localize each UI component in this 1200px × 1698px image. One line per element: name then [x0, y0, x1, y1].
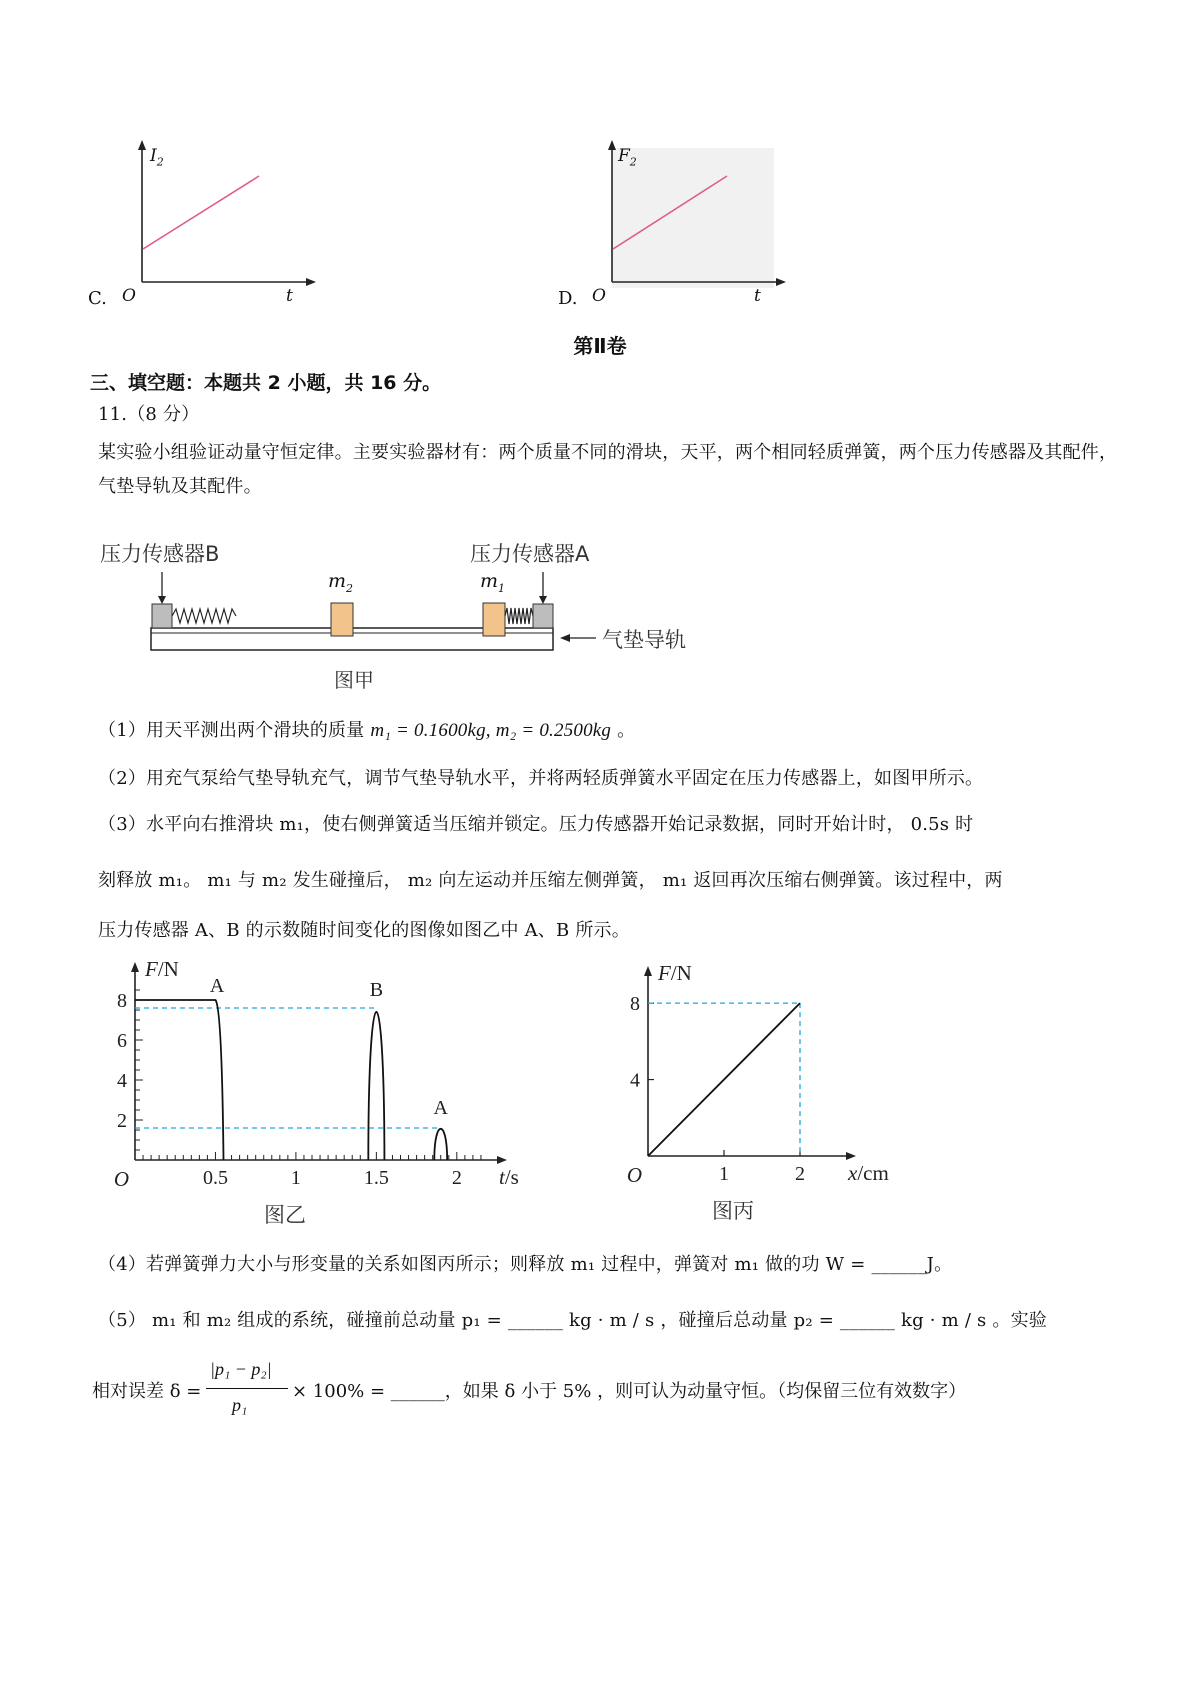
- option-d-graph: [580, 138, 800, 308]
- slider-m1: [483, 603, 505, 636]
- step-4: （4）若弹簧弹力大小与形变量的关系如图丙所示；则释放 m₁ 过程中，弹簧对 m₁ 做的功 W = ______J。: [98, 1254, 953, 1275]
- x-axis-arrow: [497, 1156, 507, 1164]
- step-3-line-3: 压力传感器 A、B 的示数随时间变化的图像如图乙中 A、B 所示。: [98, 920, 630, 941]
- step-5-suffix: × 100% = ______，如果 δ 小于 5% ，则可认为动量守恒。（均保留三位有效数字）: [292, 1381, 967, 1402]
- fraction-numerator: |p₁ − p₂|: [210, 1359, 272, 1379]
- option-c-graph: [110, 138, 330, 308]
- y-axis-label: F/N: [658, 961, 692, 985]
- question-number: 11.（8 分）: [98, 404, 200, 425]
- series-a-curve: [135, 1000, 224, 1160]
- origin-label: O: [626, 1163, 642, 1187]
- series-a-second-label: A: [433, 1097, 448, 1119]
- origin-label: O: [113, 1167, 129, 1191]
- option-c-origin: O: [122, 286, 136, 306]
- option-d: [558, 138, 798, 313]
- fraction-denominator: p₁: [232, 1395, 248, 1415]
- volume-title: 第Ⅱ卷: [573, 334, 627, 358]
- y-tick-label: 8: [117, 990, 127, 1012]
- step-3-line-1: （3）水平向右推滑块 m₁，使右侧弹簧适当压缩并锁定。压力传感器开始记录数据，同时开始计时， 0.5s 时: [98, 814, 974, 835]
- option-c-y-label: $I_2$: [150, 146, 164, 169]
- option-c-x-label: t: [286, 286, 293, 306]
- option-d-x-label: t: [754, 286, 761, 306]
- y-tick-label: 8: [630, 993, 640, 1016]
- sensor-a-label: 压力传感器A: [470, 542, 590, 566]
- series-b-curve: [368, 1012, 384, 1160]
- y-axis-label: F/N: [145, 957, 179, 981]
- spring-right: [505, 608, 533, 624]
- x-tick-label: 1: [290, 1167, 301, 1189]
- sensor-b-block: [152, 604, 172, 628]
- y-tick-label: 2: [117, 1110, 127, 1132]
- option-d-line: [613, 176, 727, 249]
- option-d-y-label: $F_2$: [618, 146, 637, 169]
- step-1-formula: m₁ = 0.1600kg, m₂ = 0.2500kg: [370, 720, 612, 741]
- sensor-a-block: [533, 604, 553, 628]
- figure-jia: [96, 530, 726, 700]
- chart-caption: 图乙: [264, 1203, 306, 1227]
- y-tick-label: 4: [117, 1070, 127, 1092]
- chart-bing-svg: [615, 960, 915, 1225]
- force-line: [648, 1003, 800, 1156]
- option-d-letter: D.: [558, 288, 578, 309]
- x-tick-label: 1: [719, 1163, 729, 1185]
- x-tick-label: 1.5: [363, 1167, 389, 1189]
- step-1: （1）用天平测出两个滑块的质量 m₁ = 0.1600kg, m₂ = 0.2500kg 。: [98, 720, 636, 741]
- x-tick-label: 2: [795, 1163, 805, 1185]
- x-axis-label: x/cm: [848, 1161, 889, 1185]
- option-d-origin: O: [592, 286, 606, 306]
- sensor-b-label: 压力传感器B: [100, 542, 220, 566]
- step-3-line-2: 刻释放 m₁。 m₁ 与 m₂ 发生碰撞后， m₂ 向左运动并压缩左侧弹簧， m₁ 返回再次压缩右侧弹簧。该过程中，两: [98, 870, 1003, 891]
- spring-left: [172, 609, 236, 623]
- figure-jia-caption: 图甲: [334, 668, 374, 692]
- y-tick-label: 4: [630, 1069, 640, 1092]
- chart-caption: 图丙: [712, 1199, 754, 1223]
- y-axis-arrow: [644, 966, 652, 976]
- option-c-line: [143, 176, 259, 249]
- m1-label: $m_1$: [480, 570, 506, 595]
- x-tick-label: 2: [451, 1167, 462, 1189]
- series-a-label: A: [209, 975, 225, 997]
- x-tick-label: 0.5: [202, 1167, 228, 1189]
- step-5-line-2: [92, 1355, 1112, 1435]
- step-5-line-1: （5） m₁ 和 m₂ 组成的系统，碰撞前总动量 p₁ = ______ kg · m / s ，碰撞后总动量 p₂ = ______ kg · m / s 。实验: [98, 1310, 1047, 1331]
- series-b-label: B: [369, 979, 384, 1001]
- step-5-prefix: 相对误差 δ =: [92, 1381, 202, 1402]
- chart-yi-svg: [95, 957, 519, 1227]
- question-intro: 某实验小组验证动量守恒定律。主要实验器材有：两个质量不同的滑块，天平，两个相同轻质弹簧，两个压力传感器及其配件，气垫导轨及其配件。: [98, 442, 1118, 497]
- fraction-bar: [206, 1388, 288, 1389]
- slider-m2: [331, 603, 353, 636]
- m2-label: $m_2$: [328, 570, 354, 595]
- y-axis-arrow: [131, 962, 139, 972]
- option-c: [88, 138, 328, 313]
- section-heading: 三、填空题：本题共 2 小题，共 16 分。: [90, 372, 442, 394]
- x-axis-arrow: [846, 1152, 856, 1160]
- step-2: （2）用充气泵给气垫导轨充气，调节气垫导轨水平，并将两轻质弹簧水平固定在压力传感器上，如图甲所示。: [98, 768, 984, 789]
- x-axis-label: t/s: [499, 1165, 519, 1189]
- rail-label: 气垫导轨: [602, 628, 686, 652]
- y-tick-label: 6: [117, 1030, 127, 1052]
- chart-yi: [95, 957, 519, 1227]
- chart-bing: [615, 960, 915, 1225]
- option-c-letter: C.: [88, 288, 107, 309]
